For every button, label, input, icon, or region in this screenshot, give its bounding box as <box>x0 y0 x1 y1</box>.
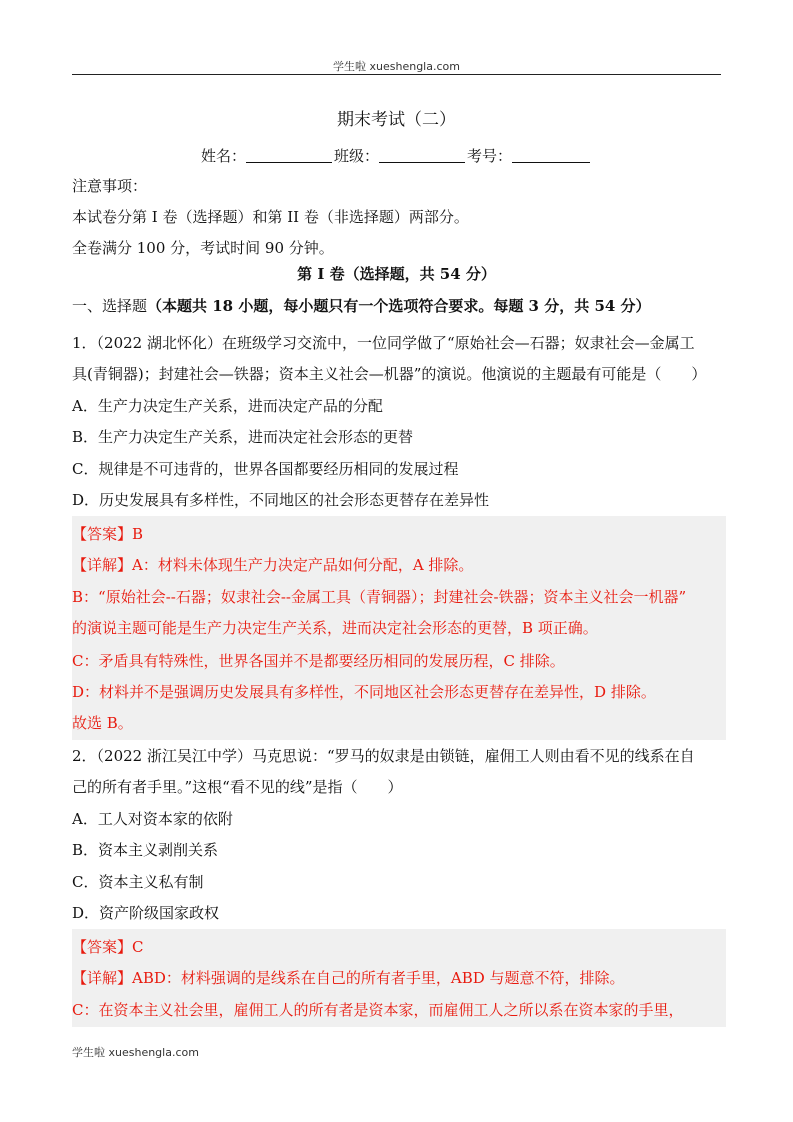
student-info-fields <box>0 145 793 166</box>
page-header: 学生啦 xueshengla.com <box>333 60 460 73</box>
part-prefix: 一、选择题 <box>72 297 148 315</box>
section-title: 第 I 卷（选择题，共 54 分） <box>297 265 496 283</box>
class-label: 班级： <box>333 147 379 165</box>
question-1-answer: 【答案】B <box>72 525 144 543</box>
part-note: （本题共 18 小题，每小题只有一个选项符合要求。每题 3 分，共 54 分） <box>147 297 651 315</box>
notice-line-2: 全卷满分 100 分，考试时间 90 分钟。 <box>72 239 334 257</box>
question-2-stem-line-1: 2．（2022 浙江吴江中学）马克思说：“罗马的奴隶是由锁链，雇佣工人则由看不见的线系在自 <box>72 747 695 765</box>
name-label: 姓名： <box>200 147 246 165</box>
question-1-option-d: D．历史发展具有多样性，不同地区的社会形态更替存在差异性 <box>72 491 490 509</box>
question-1-option-a: A．生产力决定生产关系，进而决定产品的分配 <box>72 397 383 415</box>
question-1-explain-4: C：矛盾具有特殊性，世界各国并不是都要经历相同的发展历程，C 排除。 <box>72 652 565 670</box>
question-2-option-d: D．资产阶级国家政权 <box>72 904 220 922</box>
notice-heading: 注意事项： <box>72 177 148 195</box>
question-2-answer: 【答案】C <box>72 938 144 956</box>
question-1-option-b: B．生产力决定生产关系，进而决定社会形态的更替 <box>72 428 414 446</box>
question-1-explain-1: 【详解】A：材料未体现生产力决定产品如何分配，A 排除。 <box>72 556 474 574</box>
header-divider <box>72 74 721 75</box>
number-label: 考号： <box>467 147 513 165</box>
question-1-explain-3: 的演说主题可能是生产力决定生产关系，进而决定社会形态的更替，B 项正确。 <box>72 619 598 637</box>
question-2-stem-line-2: 己的所有者手里。”这根“看不见的线”是指（ ） <box>72 778 403 796</box>
question-2-explain-2: C：在资本主义社会里，雇佣工人的所有者是资本家，而雇佣工人之所以系在资本家的手里， <box>72 1001 684 1019</box>
question-1-stem-line-2: 具(青铜器)；封建社会—铁器；资本主义社会—机器”的演说。他演说的主题最有可能是（ ） <box>72 365 707 383</box>
number-blank <box>512 147 590 163</box>
question-2-explain-1: 【详解】ABD：材料强调的是线系在自己的所有者手里，ABD 与题意不符，排除。 <box>72 969 625 987</box>
question-1-explain-2: B：“原始社会--石器；奴隶社会--金属工具（青铜器）；封建社会-铁器；资本主义社会一机器” <box>72 588 687 606</box>
question-1-stem-line-1: 1．（2022 湖北怀化）在班级学习交流中，一位同学做了“原始社会—石器；奴隶社会—金属工 <box>72 334 695 352</box>
question-1-option-c: C．规律是不可违背的，世界各国都要经历相同的发展过程 <box>72 460 459 478</box>
question-1-explain-5: D：材料并不是强调历史发展具有多样性，不同地区社会形态更替存在差异性，D 排除。 <box>72 683 656 701</box>
exam-title: 期末考试（二） <box>337 110 456 130</box>
notice-line-1: 本试卷分第 I 卷（选择题）和第 II 卷（非选择题）两部分。 <box>72 208 469 226</box>
question-2-option-c: C．资本主义私有制 <box>72 873 204 891</box>
question-2-option-a: A．工人对资本家的依附 <box>72 810 233 828</box>
question-1-explain-6: 故选 B。 <box>72 714 133 732</box>
name-blank <box>246 147 332 163</box>
class-blank <box>379 147 465 163</box>
page-footer: 学生啦 xueshengla.com <box>72 1046 199 1059</box>
part-heading <box>72 296 726 316</box>
question-2-option-b: B．资本主义剥削关系 <box>72 841 219 859</box>
